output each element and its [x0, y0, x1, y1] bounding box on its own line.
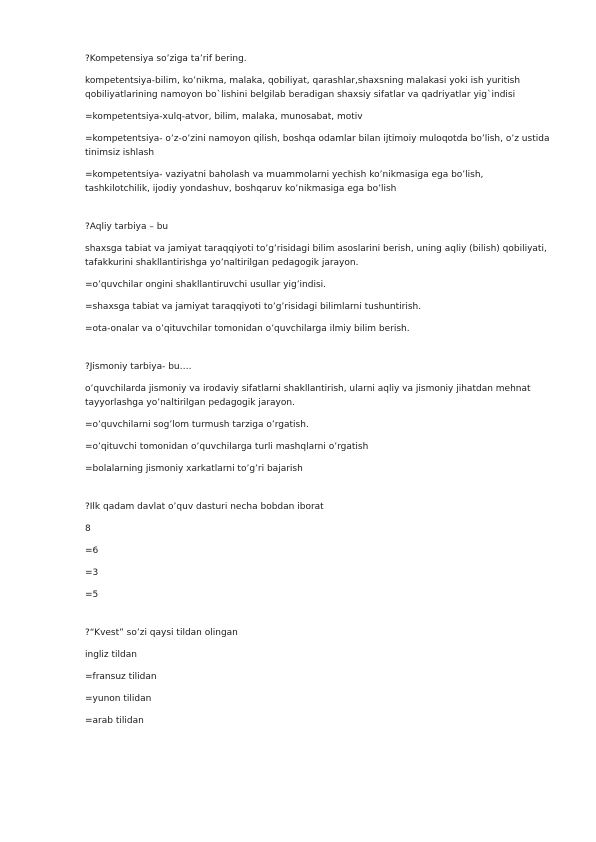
answer-option: =kompetentsiya- o’z-o’zini namoyon qilish, boshqa odamlar bilan ijtimoiy muloqotda bo’lish, o’z ustida tinimsiz ishlash	[85, 134, 550, 158]
answer-option: shaxsga tabiat va jamiyat taraqqiyoti to’g’risidagi bilim asoslarini berish, uning aqliy (bilish) qobiliyati, tafakkurini shakllantirishga yo’naltirilgan pedagogik jarayon.	[85, 244, 547, 268]
answer-option: =yunon tilidan	[85, 694, 152, 704]
answer-option: =o’qituvchi tomonidan o’quvchilarga turli mashqlarni o’rgatish	[85, 442, 369, 452]
answer-option: =kompetentsiya- vaziyatni baholash va muammolarni yechish ko’nikmasiga ega bo’lish, tashkilotchilik, ijodiy yondashuv, boshqaruv ko’nikmasiga ega bo’lish	[85, 170, 484, 194]
answer-option: =kompetentsiya-xulq-atvor, bilim, malaka, munosabat, motiv	[85, 112, 363, 122]
answer-option: =shaxsga tabiat va jamiyat taraqqiyoti to’g’risidagi bilimlarni tushuntirish.	[85, 302, 422, 312]
answer-option: =arab tilidan	[85, 716, 144, 726]
question-text: ?Jismoniy tarbiya- bu….	[85, 362, 192, 372]
question-text: ?Ilk qadam davlat o’quv dasturi necha bobdan iborat	[85, 502, 324, 512]
answer-option: kompetentsiya-bilim, ko’nikma, malaka, qobiliyat, qarashlar,shaxsning malakasi yoki ish yuritish qobiliyatlarining namoyon bo`lishini belgilab beradigan shaxsiy sifatlar va qadriyatlar yig`indisi	[85, 76, 521, 100]
document-body	[85, 52, 550, 752]
answer-option: =5	[85, 590, 99, 600]
answer-option: =o’quvchilar ongini shakllantiruvchi usullar yig’indisi.	[85, 280, 327, 290]
question-text: ?Aqliy tarbiya – bu	[85, 222, 169, 232]
answer-option: ingliz tildan	[85, 650, 137, 660]
question-block	[85, 220, 550, 336]
answer-option: =ota-onalar va o’qituvchilar tomonidan o’quvchilarga ilmiy bilim berish.	[85, 324, 410, 334]
question-block	[85, 52, 550, 196]
question-block	[85, 360, 550, 476]
answer-option: 8	[85, 524, 91, 534]
question-block	[85, 626, 550, 728]
answer-option: o’quvchilarda jismoniy va irodaviy sifatlarni shakllantirish, ularni aqliy va jismoniy jihatdan mehnat tayyorlashga yo’naltirilgan pedagogik jarayon.	[85, 384, 531, 408]
answer-option: =6	[85, 546, 99, 556]
answer-option: =fransuz tilidan	[85, 672, 157, 682]
question-block	[85, 500, 550, 602]
answer-option: =bolalarning jismoniy xarkatlarni to’g’ri bajarish	[85, 464, 303, 474]
question-text: ?“Kvest” so’zi qaysi tildan olingan	[85, 628, 238, 638]
answer-option: =o’quvchilarni sog’lom turmush tarziga o’rgatish.	[85, 420, 309, 430]
answer-option: =3	[85, 568, 99, 578]
question-text: ?Kompetensiya so’ziga ta’rif bering.	[85, 54, 247, 64]
